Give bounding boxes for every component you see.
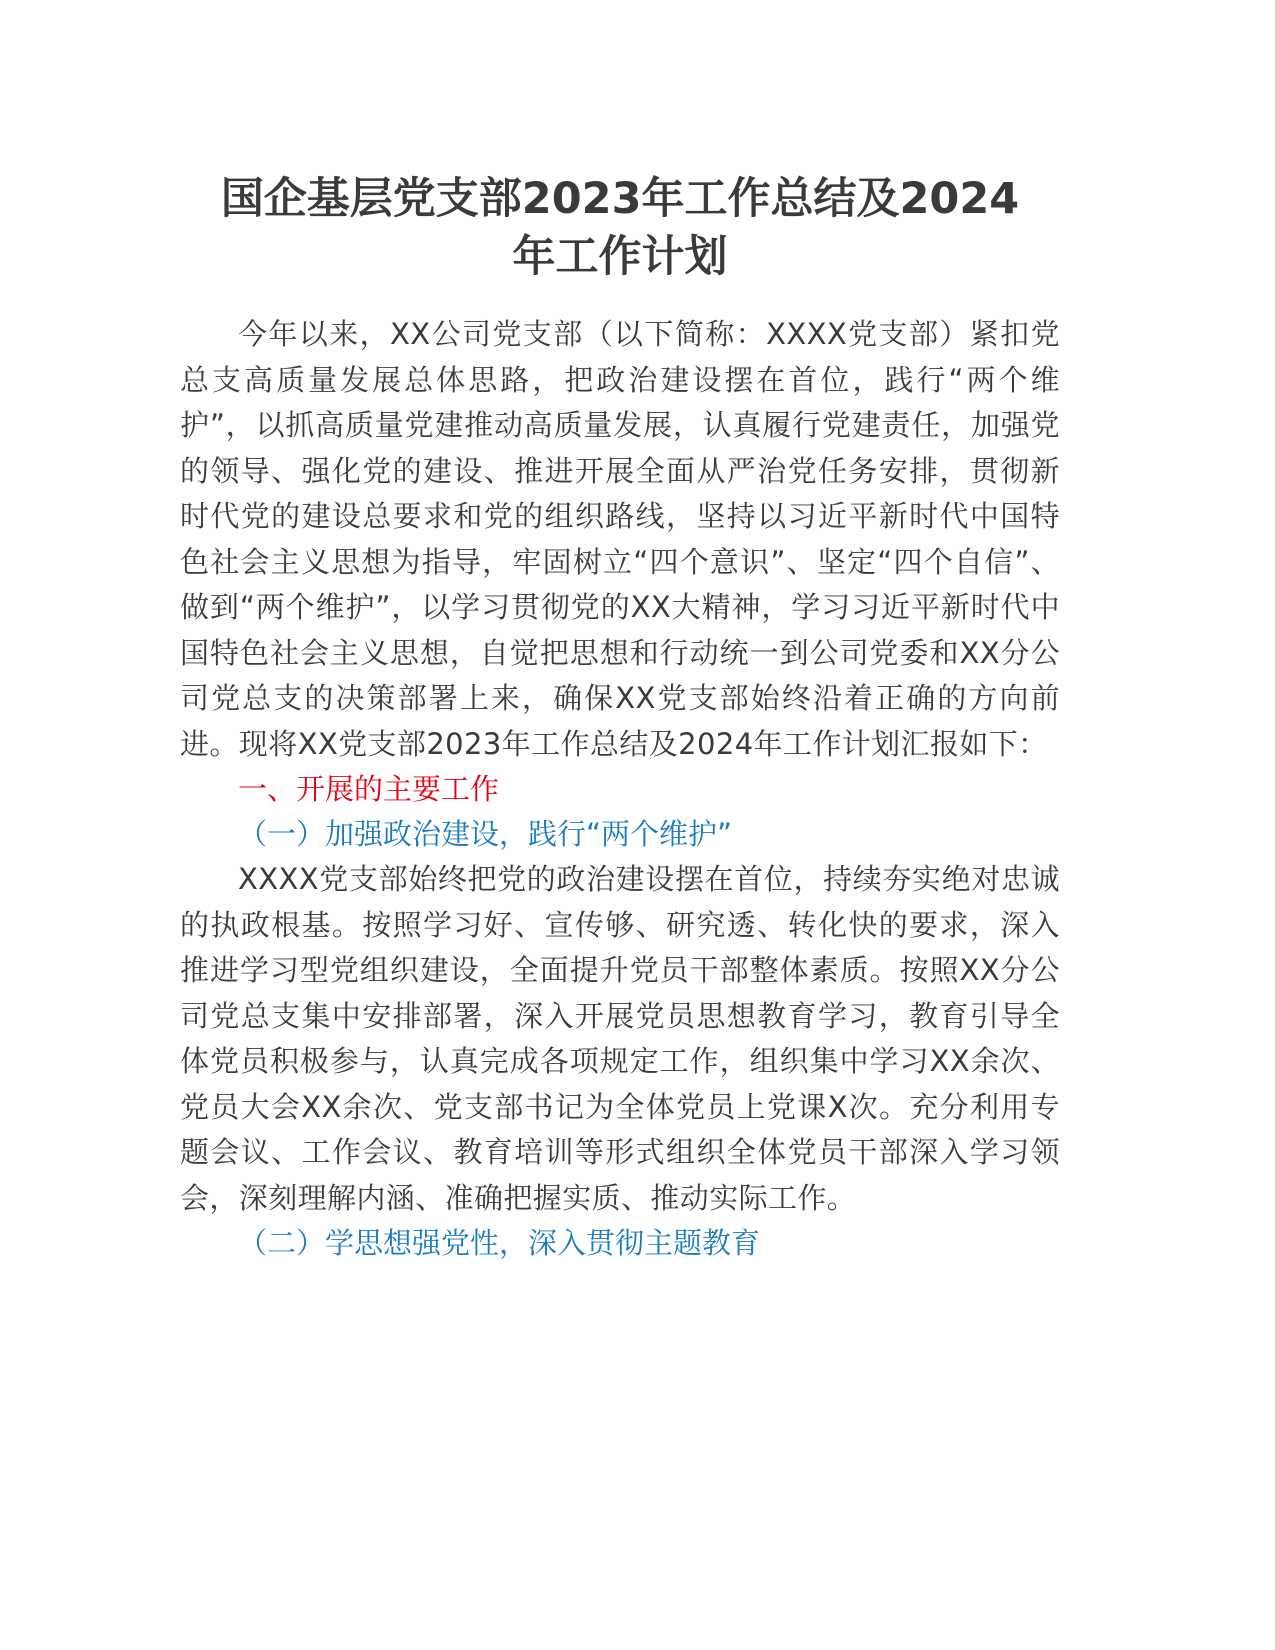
sub-heading-2: （二）学思想强党性，深入贯彻主题教育 xyxy=(238,1226,761,1260)
section-heading-1: 一、开展的主要工作 xyxy=(238,772,500,806)
sub-section-1-paragraph: XXXX党支部始终把党的政治建设摆在首位，持续夯实绝对忠诚的执政根基。按照学习好、宣传够、研究透、转化快的要求，深入推进学习型党组织建设，全面提升党员干部整体素质。按照XX分公司党总支集中安排部署，深入开展党员思想教育学习，教育引导全体党员积极参与，认真完成各项规定工作，组织集中学习XX余次、党员大会XX余次、党支部书记为全体党员上党课X次。充分利用专题会议、工作会议、教育培训等形式组织全体党员干部深入学习领会，深刻理解内涵、准确把握实质、推动实际工作。 xyxy=(180,862,1060,1215)
document-title: 国企基层党支部2023年工作总结及2024年工作计划 xyxy=(220,174,1020,282)
sub-heading-1: （一）加强政治建设，践行“两个维护” xyxy=(238,817,733,851)
document-page xyxy=(180,170,1060,1266)
intro-paragraph: 今年以来，XX公司党支部（以下简称：XXXX党支部）紧扣党总支高质量发展总体思路，把政治建设摆在首位，践行“两个维护”，以抓高质量党建推动高质量发展，认真履行党建责任，加强党的领导、强化党的建设、推进开展全面从严治党任务安排，贯彻新时代党的建设总要求和党的组织路线，坚持以习近平新时代中国特色社会主义思想为指导，牢固树立“四个意识”、坚定“四个自信”、做到“两个维护”，以学习贯彻党的XX大精神，学习习近平新时代中国特色社会主义思想，自觉把思想和行动统一到公司党委和XX分公司党总支的决策部署上来，确保XX党支部始终沿着正确的方向前进。现将XX党支部2023年工作总结及2024年工作计划汇报如下： xyxy=(180,317,1060,761)
